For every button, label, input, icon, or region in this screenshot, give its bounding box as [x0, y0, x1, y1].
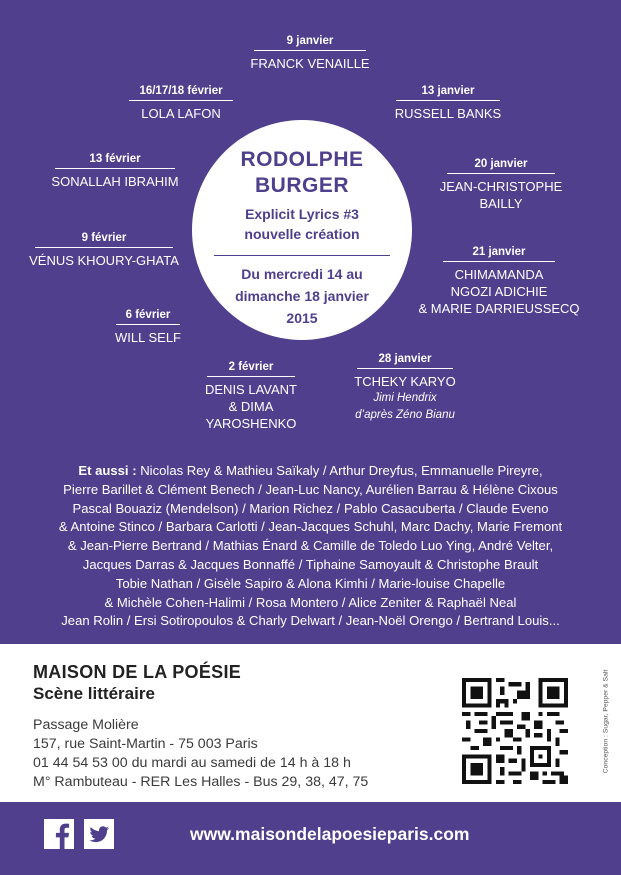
event-name: CHIMAMANDA — [454, 267, 544, 282]
headliner-divider — [214, 255, 390, 256]
facebook-icon[interactable] — [44, 819, 74, 849]
headliner-subtitle-line2: nouvelle création — [244, 226, 360, 242]
also-label: Et aussi : — [78, 463, 137, 478]
also-featuring — [18, 462, 603, 631]
headliner-name-line2: BURGER — [254, 174, 349, 197]
also-line: & Michèle Cohen-Halimi / Rosa Montero / Alice Zeniter & Raphaël Neal — [104, 594, 517, 610]
event-jean-christophe-bailly — [426, 157, 576, 212]
headliner-circle — [192, 120, 412, 340]
event-tcheky-karyo — [338, 352, 472, 424]
event-date: 21 janvier — [472, 246, 526, 258]
also-line: Et aussi : Nicolas Rey & Mathieu Saïkaly / Arthur Dreyfus, Emmanuelle Pireyre, — [78, 463, 543, 478]
event-will-self — [104, 308, 192, 346]
also-line: Jacques Darras & Jacques Bonnaffé / Tiphaine Samoyault & Christophe Brault — [82, 556, 539, 572]
event-name: WILL SELF — [115, 330, 181, 345]
event-name-line2: & DIMA YAROSHENKO — [205, 399, 297, 431]
also-line: Pierre Barillet & Clément Benech / Jean-Luc Nancy, Aurélien Barrau & Hélène Cixous — [63, 481, 558, 497]
footer — [0, 802, 621, 875]
event-date: 9 février — [81, 232, 127, 244]
event-sonallah-ibrahim — [44, 152, 186, 190]
event-date: 16/17/18 février — [139, 85, 223, 97]
event-name: FRANCK VENAILLE — [250, 56, 370, 71]
website-link[interactable]: www.maisondelapoesieparis.com — [190, 824, 470, 844]
event-date: 13 février — [89, 153, 141, 165]
also-line: & Jean-Pierre Bertrand / Mathias Énard & Camille de Toledo Luo Ying, André Velter, — [67, 538, 554, 554]
venue-name: MAISON DE LA POÉSIE — [33, 662, 242, 682]
event-note-line1: Jimi Hendrix — [373, 392, 437, 404]
also-line: & Antoine Stinco / Barbara Carlotti / Jean-Jacques Schuhl, Marc Dachy, Marie Fremont — [58, 519, 563, 535]
twitter-icon[interactable] — [84, 819, 114, 849]
headliner-dates-line2: dimanche 18 janvier — [235, 288, 369, 304]
headliner-name-line1: RODOLPHE — [240, 148, 364, 171]
also-line: Tobie Nathan / Gisèle Sapiro & Alona Kimhi / Marie-louise Chapelle — [115, 575, 506, 591]
event-lola-lafon — [122, 84, 240, 122]
headliner-dates-line3: 2015 — [286, 310, 318, 326]
event-underline — [254, 50, 366, 51]
event-underline — [447, 173, 555, 174]
event-name-line3: & MARIE DARRIEUSSECQ — [418, 301, 580, 316]
event-date: 13 janvier — [421, 85, 475, 97]
event-underline — [129, 100, 233, 101]
also-line: Jean Rolin / Ersi Sotiropoulos & Charly Delwart / Jean-Noël Orengo / Bertrand Louis... — [61, 613, 560, 629]
also-line: Pascal Bouaziz (Mendelson) / Marion Richez / Pablo Casacuberta / Claude Eveno — [72, 500, 549, 516]
event-underline — [357, 368, 453, 369]
event-date: 9 janvier — [286, 35, 334, 47]
event-name: SONALLAH IBRAHIM — [51, 174, 179, 189]
venue-address-line2: 157, rue Saint-Martin - 75 003 Paris — [33, 736, 258, 752]
event-name: DENIS LAVANT — [205, 382, 297, 397]
event-name-line2: NGOZI ADICHIE — [450, 284, 548, 299]
event-name: JEAN-CHRISTOPHE — [439, 179, 563, 194]
event-underline — [396, 100, 500, 101]
design-credit — [598, 656, 612, 796]
event-date: 2 février — [228, 361, 274, 373]
design-credit-text: Conception : Sugar, Pepper & Salt — [602, 669, 610, 774]
event-russell-banks — [380, 84, 516, 122]
event-date: 6 février — [125, 309, 171, 321]
event-name: LOLA LAFON — [141, 106, 221, 121]
event-underline — [207, 376, 295, 377]
event-name: TCHEKY KARYO — [354, 374, 456, 389]
venue-info — [0, 644, 621, 802]
event-name-line2: BAILLY — [479, 196, 523, 211]
event-date: 20 janvier — [474, 158, 528, 170]
event-note-line2: d’après Zéno Bianu — [355, 409, 455, 421]
event-franck-venaille — [240, 34, 380, 72]
event-name: RUSSELL BANKS — [394, 106, 502, 121]
headliner-subtitle-line1: Explicit Lyrics #3 — [245, 206, 359, 222]
event-underline — [35, 247, 173, 248]
venue-phone: 01 44 54 53 00 du mardi au samedi de 14 h à 18 h — [33, 755, 351, 771]
event-underline — [116, 324, 180, 325]
event-name: VÉNUS KHOURY-GHATA — [29, 253, 179, 268]
headliner-dates-line1: Du mercredi 14 au — [241, 266, 363, 282]
event-underline — [55, 168, 175, 169]
event-denis-lavant — [184, 360, 318, 432]
venue-subtitle: Scène littéraire — [33, 684, 155, 703]
event-underline — [443, 261, 555, 262]
event-adichie-darrieussecq — [414, 245, 584, 317]
event-date: 28 janvier — [378, 353, 432, 365]
qr-code-icon[interactable] — [462, 678, 568, 784]
venue-address-line1: Passage Molière — [33, 717, 139, 733]
event-venus-khoury-ghata — [26, 231, 182, 269]
venue-transport: M° Rambuteau - RER Les Halles - Bus 29, 38, 47, 75 — [33, 774, 369, 790]
